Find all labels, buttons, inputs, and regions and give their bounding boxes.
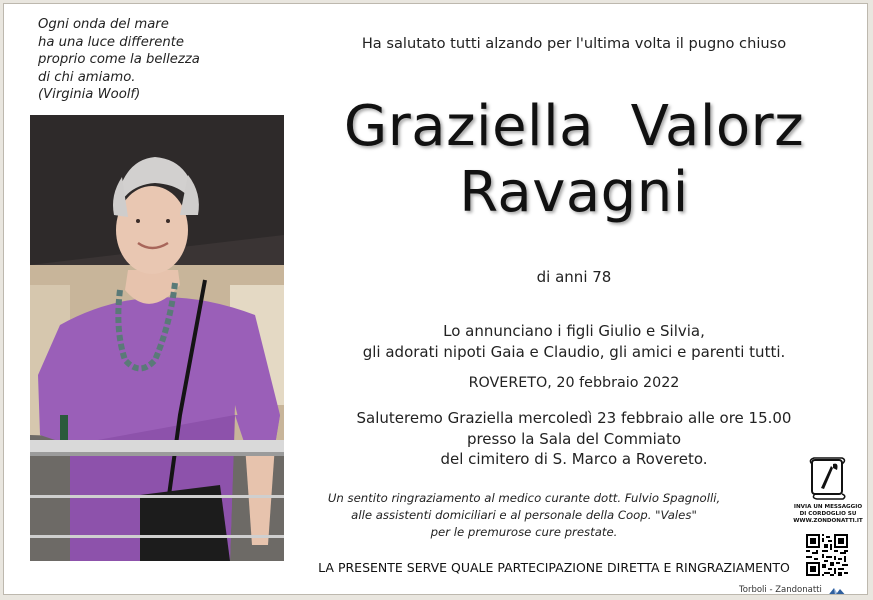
age: di anni 78 xyxy=(536,268,612,286)
agency-logo-icon xyxy=(826,584,848,595)
scroll-quill-icon xyxy=(809,456,847,500)
condolence-line-2: DI CORDOGLIO SU xyxy=(799,511,857,517)
quote-line: di chi amiamo. xyxy=(38,69,136,85)
name-line-1: Graziella Valorz xyxy=(343,94,805,159)
funeral-agency xyxy=(739,584,848,595)
thanks-line-1: Un sentito ringraziamento al medico curante dott. Fulvio Spagnolli, xyxy=(327,491,721,505)
place-date: ROVERETO, 20 febbraio 2022 xyxy=(468,375,680,391)
announcement xyxy=(304,321,844,363)
thanks-line-2: alle assistenti domiciliari e al personale della Coop. "Vales" xyxy=(351,508,697,522)
funeral-line-3: del cimitero di S. Marco a Rovereto. xyxy=(440,450,708,468)
funeral-line-1: Saluteremo Graziella mercoledì 23 febbraio alle ore 15.00 xyxy=(356,409,792,427)
qr-code[interactable] xyxy=(806,534,848,576)
funeral-line-2: presso la Sala del Commiato xyxy=(466,429,682,448)
condolence-line-3: WWW.ZONDONATTI.IT xyxy=(793,518,863,524)
obituary-notice xyxy=(3,3,868,595)
agency-name: Torboli - Zandonatti xyxy=(739,585,822,595)
quote-line: ha una luce differente xyxy=(38,34,185,50)
thanks-line-3: per le premurose cure prestate. xyxy=(430,525,618,539)
name-line-2: Ravagni xyxy=(459,160,689,225)
announcement-line-2: gli adorati nipoti Gaia e Claudio, gli amici e parenti tutti. xyxy=(362,343,786,361)
footer-notice: LA PRESENTE SERVE QUALE PARTECIPAZIONE DIRETTA E RINGRAZIAMENTO xyxy=(318,560,790,575)
funeral-info xyxy=(304,408,844,470)
condolence-box[interactable] xyxy=(792,456,864,525)
condolence-text xyxy=(792,504,864,525)
condolence-line-1: INVIA UN MESSAGGIO xyxy=(793,504,863,510)
announcement-line-1: Lo annunciano i figli Giulio e Silvia, xyxy=(443,322,705,340)
portrait-photo xyxy=(30,115,284,561)
epigraph-quote xyxy=(38,16,238,104)
quote-author: (Virginia Woolf) xyxy=(38,87,141,102)
acknowledgement xyxy=(304,490,744,541)
motto: Ha salutato tutti alzando per l'ultima volta il pugno chiuso xyxy=(361,35,787,52)
quote-line: proprio come la bellezza xyxy=(38,52,200,67)
deceased-name xyxy=(304,94,844,226)
quote-line: Ogni onda del mare xyxy=(38,17,169,32)
